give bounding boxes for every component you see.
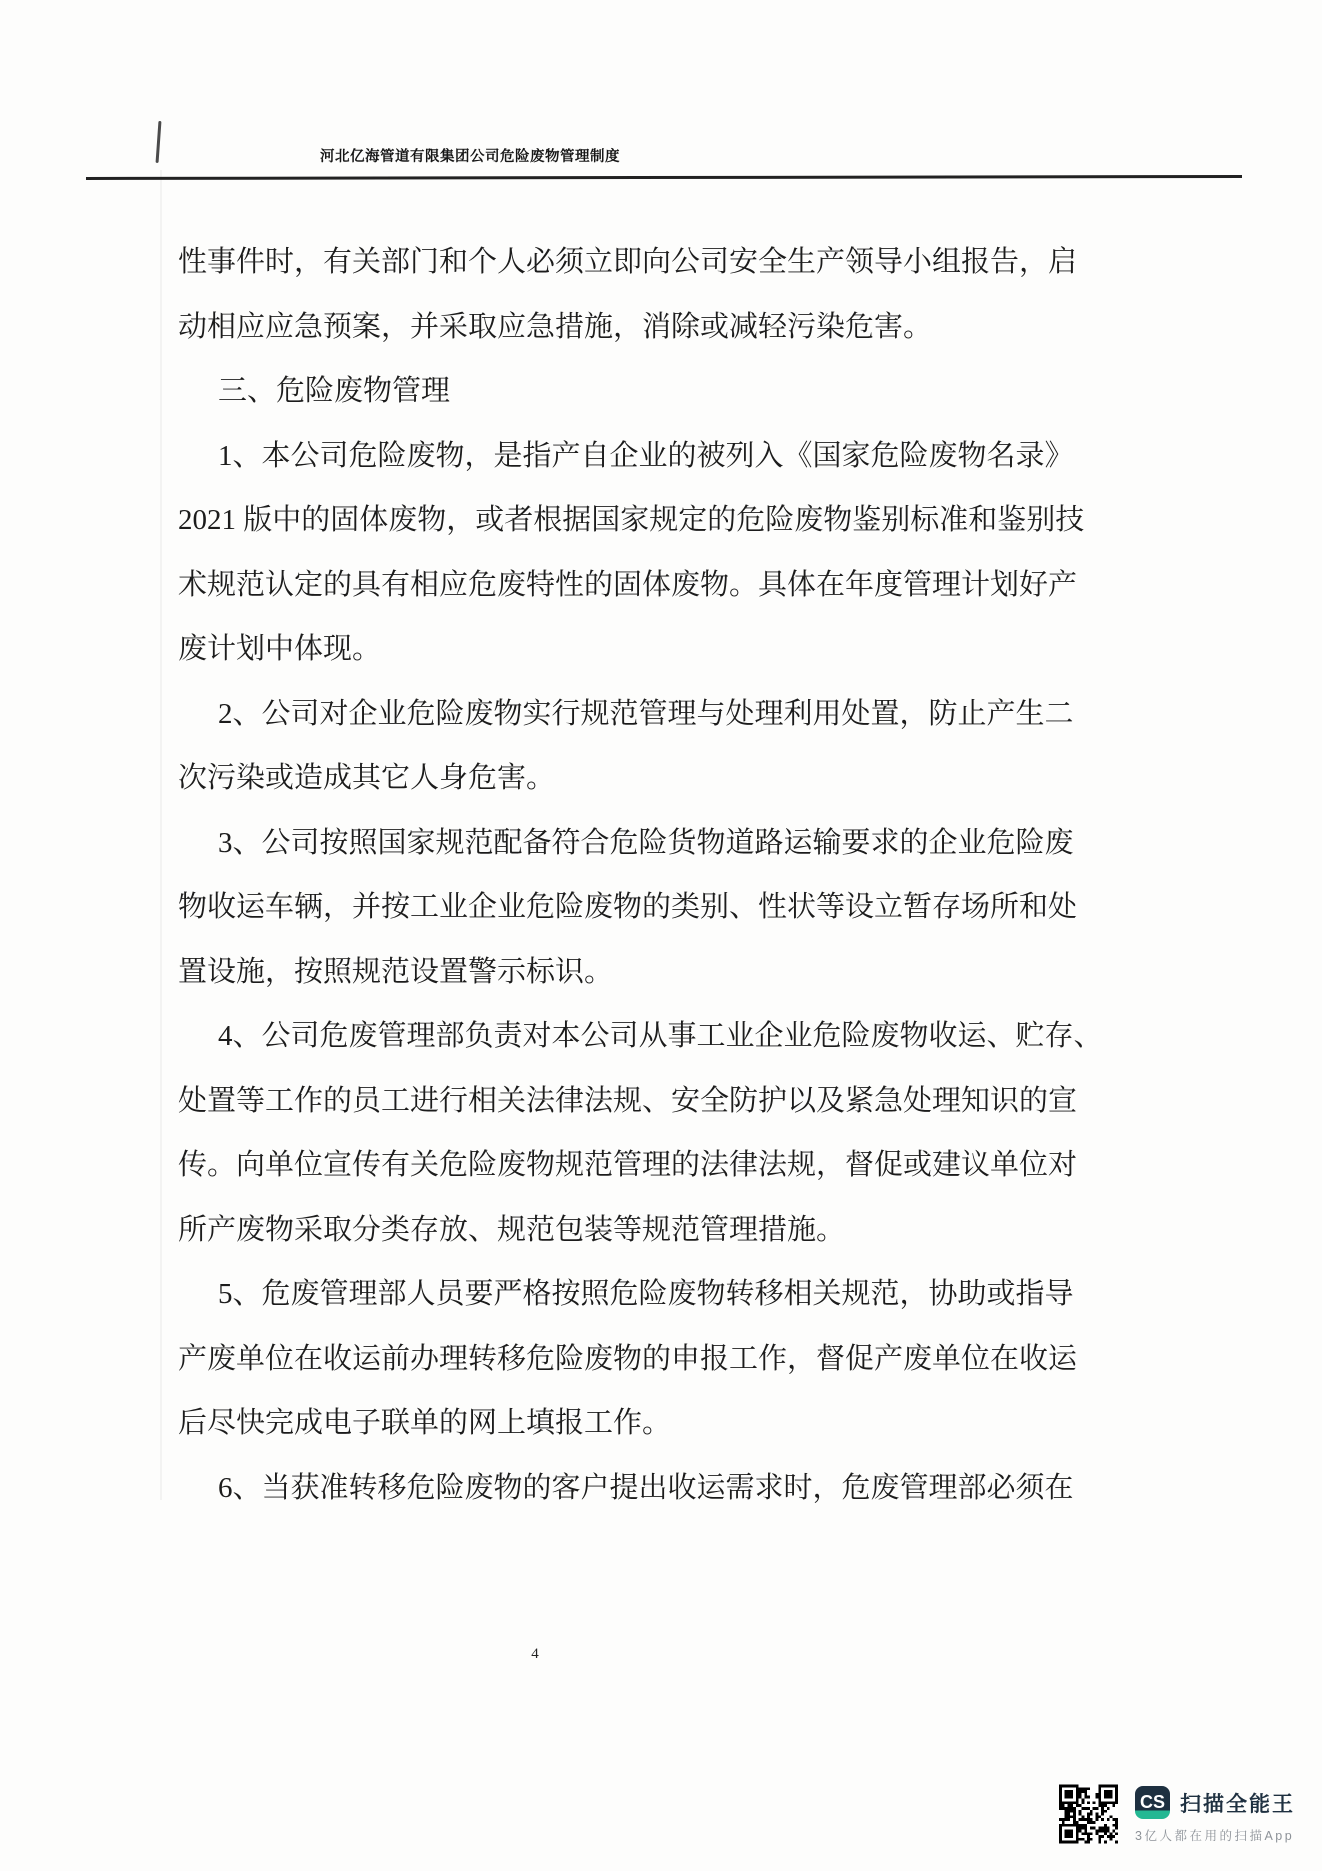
text-line: 6、当获准转移危险废物的客户提出收运需求时，危废管理部必须在	[218, 1471, 1074, 1504]
document-header-title: 河北亿海管道有限集团公司危险废物管理制度	[320, 149, 620, 165]
qr-code-icon	[1059, 1782, 1118, 1846]
text-line: 1、本公司危险废物，是指产自企业的被列入《国家危险废物名录》	[218, 439, 1074, 472]
camscanner-logo-icon	[1135, 1786, 1170, 1819]
text-line: 三、危险废物管理	[218, 375, 451, 407]
text-line: 所产废物采取分类存放、规范包装等规范管理措施。	[178, 1213, 846, 1246]
text-line: 废计划中体现。	[178, 633, 382, 665]
app-name: 扫描全能王	[1180, 1792, 1295, 1816]
header-divider	[86, 175, 1242, 180]
text-line: 产废单位在收运前办理转移危险废物的申报工作，督促产废单位在收运	[178, 1342, 1078, 1375]
page-number: 4	[531, 1646, 539, 1662]
text-line: 传。向单位宣传有关危险废物规范管理的法律法规，督促或建议单位对	[178, 1149, 1078, 1181]
text-line: 性事件时，有关部门和个人必须立即向公司安全生产领导小组报告，启	[178, 246, 1078, 278]
camscanner-logo-text: CS	[1139, 1792, 1165, 1812]
text-line: 5、危废管理部人员要严格按照危险废物转移相关规范，协助或指导	[218, 1278, 1074, 1310]
text-line: 术规范认定的具有相应危废特性的固体废物。具体在年度管理计划好产	[178, 568, 1078, 601]
camscanner-watermark	[1059, 1782, 1295, 1846]
text-line: 后尽快完成电子联单的网上填报工作。	[178, 1407, 672, 1439]
text-line: 4、公司危废管理部负责对本公司从事工业企业危险废物收运、贮存、	[218, 1020, 1103, 1052]
text-line: 3、公司按照国家规范配备符合危险货物道路运输要求的企业危险废	[218, 826, 1074, 859]
text-line: 置设施，按照规范设置警示标识。	[178, 955, 614, 988]
text-line: 处置等工作的员工进行相关法律法规、安全防护以及紧急处理知识的宣	[178, 1084, 1078, 1117]
text-line: 2021 版中的固体废物，或者根据国家规定的危险废物鉴别标准和鉴别技	[178, 504, 1085, 536]
scan-artifact-line	[160, 170, 162, 1500]
text-line: 物收运车辆，并按工业企业危险废物的类别、性状等设立暂存场所和处	[178, 891, 1078, 923]
text-line: 次污染或造成其它人身危害。	[178, 762, 556, 794]
camscanner-branding	[1135, 1782, 1295, 1844]
text-line: 2、公司对企业危险废物实行规范管理与处理利用处置，防止产生二	[218, 697, 1074, 730]
text-line: 动相应应急预案，并采取应急措施，消除或减轻污染危害。	[178, 310, 933, 343]
app-tagline: 3亿人都在用的扫描App	[1135, 1829, 1295, 1843]
document-body	[178, 230, 1103, 1520]
